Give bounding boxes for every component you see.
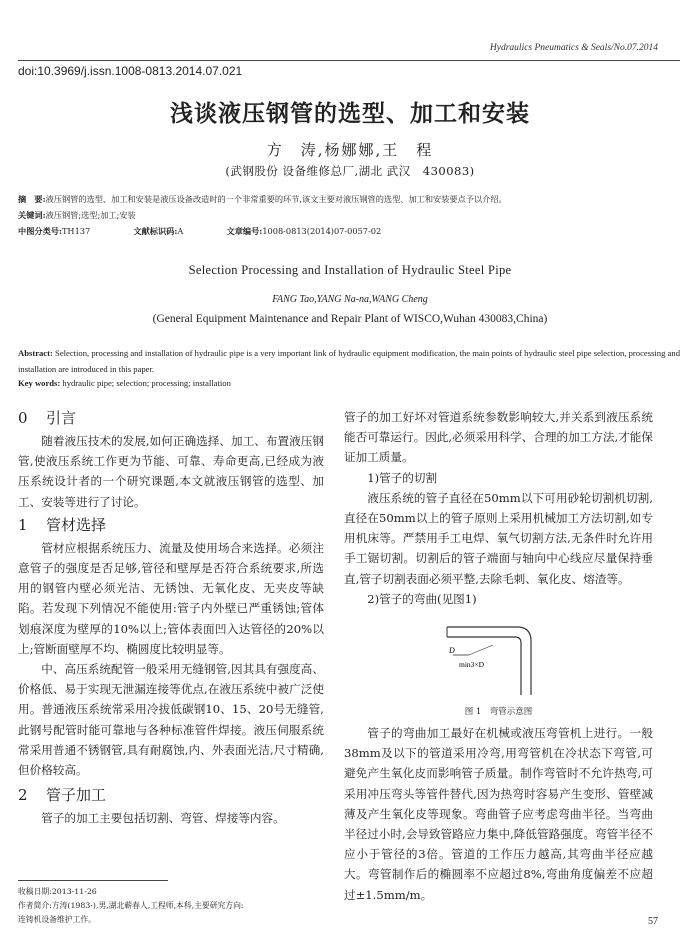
- paragraph-intro: 随着液压技术的发展,如何正确选择、加工、布置液压钢管,使液压系统工作更为节能、可靠、寿命更高,已经成为液压系统设计者的一个研究课题,本文就液压钢管的选型、加工、安装等进行了讨论。: [18, 434, 324, 509]
- article-no-label: 文章编号:: [226, 226, 263, 236]
- keywords-en-text: hydraulic pipe; selection; processing; installation: [62, 378, 231, 388]
- section-title: 管材选择: [46, 515, 107, 534]
- paragraph-material-1: 管材应根据系统压力、流量及使用场合来选择。必须注意管子的强度是否足够,管径和壁厚是否符合系统要求,所选用的钢管内壁必须光洁、无锈蚀、无氧化皮、无夹皮等缺陷。若发现下列情况不能使用:管子内外壁已严重锈蚀;管体划痕深度为壁厚的10%以上;管体表面凹入达管径的20%以上;管断面壁厚不均、椭圆度比较明显等。: [18, 540, 324, 656]
- abstract-english: [18, 346, 680, 377]
- section-number: 2: [18, 786, 28, 805]
- right-column: [344, 407, 653, 905]
- section-heading-processing: [18, 784, 324, 806]
- abstract-cn-text: 液压钢管的选型、加工和安装是液压设备改造时的一个非常重要的环节,该文主要对液压钢管的选型、加工和安装要点予以介绍。: [45, 194, 507, 204]
- title-chinese: 浅谈液压钢管的选型、加工和安装: [170, 100, 530, 127]
- paragraph-cutting: 液压系统的管子直径在50mm以下可用砂轮切割机切割,直径在50mm以上的管子原则上采用机械加工方法切割,如专用机床等。严禁用手工电焊、氧气切割方法,无条件时允许用手工锯切割。切割后的管子端面与轴向中心线应尽量保持垂直,管子切割表面必须平整,去除毛刺、氧化皮、熔渣等。: [344, 490, 653, 586]
- keywords-chinese: [18, 209, 136, 221]
- section-number: 1: [18, 515, 28, 534]
- clc-label: 中图分类号:: [18, 226, 62, 236]
- section-title: 管子加工: [46, 786, 107, 805]
- abstract-en-label: Abstract:: [18, 348, 53, 358]
- footnote-rule: [18, 880, 168, 881]
- authors-english: FANG Tao,YANG Na-na,WANG Cheng: [272, 294, 428, 305]
- keywords-cn-label: 关键词:: [18, 210, 46, 220]
- pipe-bend-figure: [439, 615, 559, 701]
- affiliation-chinese: (武钢股份 设备维修总厂,湖北 武汉 430083): [225, 164, 475, 178]
- paragraph-bending: 管子的弯曲加工最好在机械或液压弯管机上进行。一般38mm及以下的管道采用冷弯,用弯管机在冷状态下弯管,可避免产生氧化皮而影响管子质量。制作弯管时不允许热弯,可采用冲压弯头等管件替代,因为热弯时容易产生变形、管壁减薄及产生氧化皮等现象。弯曲管子应考虑弯曲半径。当弯曲半径过小时,会导致管路应力集中,降低管路强度。弯管半径不应小于管径的3倍。管道的工作压力越高,其弯曲半径应越大。弯管制作后的椭圆率不应超过8%,弯曲角度偏差不应超过±1.5mm/m。: [344, 726, 653, 902]
- abstract-cn-label: 摘 要:: [18, 194, 46, 204]
- figure-label-min-radius: min3×D: [458, 660, 484, 670]
- keywords-en-label: Key words:: [18, 378, 61, 388]
- leader-line: [469, 645, 493, 655]
- paragraph-processing-1: 管子的加工主要包括切割、弯管、焊接等内容。: [41, 811, 285, 826]
- section-heading-intro: [18, 407, 324, 429]
- left-column: [18, 407, 324, 828]
- footnote-received: 收稿日期:2013-11-26: [18, 887, 97, 896]
- article-no-value: 1008-0813(2014)07-0057-02: [262, 226, 382, 236]
- doi[interactable]: doi:10.3969/j.issn.1008-0813.2014.07.021: [18, 64, 243, 78]
- journal-running-head: Hydraulics Pneumatics & Seals/No.07.2014: [489, 43, 658, 53]
- paragraph-processing-continued: 管子的加工好坏对管道系统参数影响较大,并关系到液压系统能否可靠运行。因此,必须采用科学、合理的加工方法,才能保证加工质量。: [344, 410, 653, 465]
- clc-value: TH137: [61, 226, 91, 236]
- doc-code-value: A: [177, 226, 184, 236]
- page-number: 57: [648, 916, 658, 927]
- section-title: 引言: [46, 409, 77, 427]
- subheading-bending: 2)管子的弯曲(见图1): [367, 591, 477, 606]
- abstract-chinese: [18, 193, 507, 205]
- doc-code-label: 文献标识码:: [133, 226, 178, 236]
- footnote-author-1: 作者简介:方涛(1983-),男,湖北蕲春人,工程师,本科,主要研究方向:: [18, 901, 244, 910]
- section-number: 0: [18, 409, 28, 427]
- title-english: Selection Processing and Installation of Hydraulic Steel Pipe: [188, 263, 512, 277]
- subheading-cutting: 1)管子的切割: [367, 470, 438, 485]
- section-heading-material: [18, 514, 324, 536]
- keywords-english: [18, 378, 231, 388]
- paragraph-material-2: 中、高压系统配管一般采用无缝钢管,因其具有强度高、价格低、易于实现无泄漏连接等优点,在液压系统中被广泛使用。普通液压系统常采用冷拔低碳钢10、15、20号无缝管,此钢号配管时能可靠地与各种标准管件焊接。液压伺服系统常采用普通不锈钢管,具有耐腐蚀,内、外表面光洁,尺寸精确,但价格较高。: [18, 662, 324, 778]
- classification-line: [18, 225, 381, 237]
- affiliation-english: (General Equipment Maintenance and Repair Plant of WISCO,Wuhan 430083,China): [152, 313, 548, 325]
- abstract-en-text: Selection, processing and installation of hydraulic pipe is a very important link of hydraulic equipment modification, the main points of hydraulic steel pipe selection, processing and installation are introduced in this paper.: [18, 348, 680, 374]
- footnote-author-2: 连铸机设备维护工作。: [18, 915, 96, 924]
- figure-caption: 图 1 弯管示意图: [464, 707, 533, 718]
- keywords-cn-text: 液压钢管;选型;加工;安装: [45, 210, 136, 220]
- header-rule: [18, 60, 680, 61]
- authors-chinese: 方 涛,杨娜娜,王 程: [266, 141, 434, 159]
- figure-label-diameter: D: [448, 646, 455, 656]
